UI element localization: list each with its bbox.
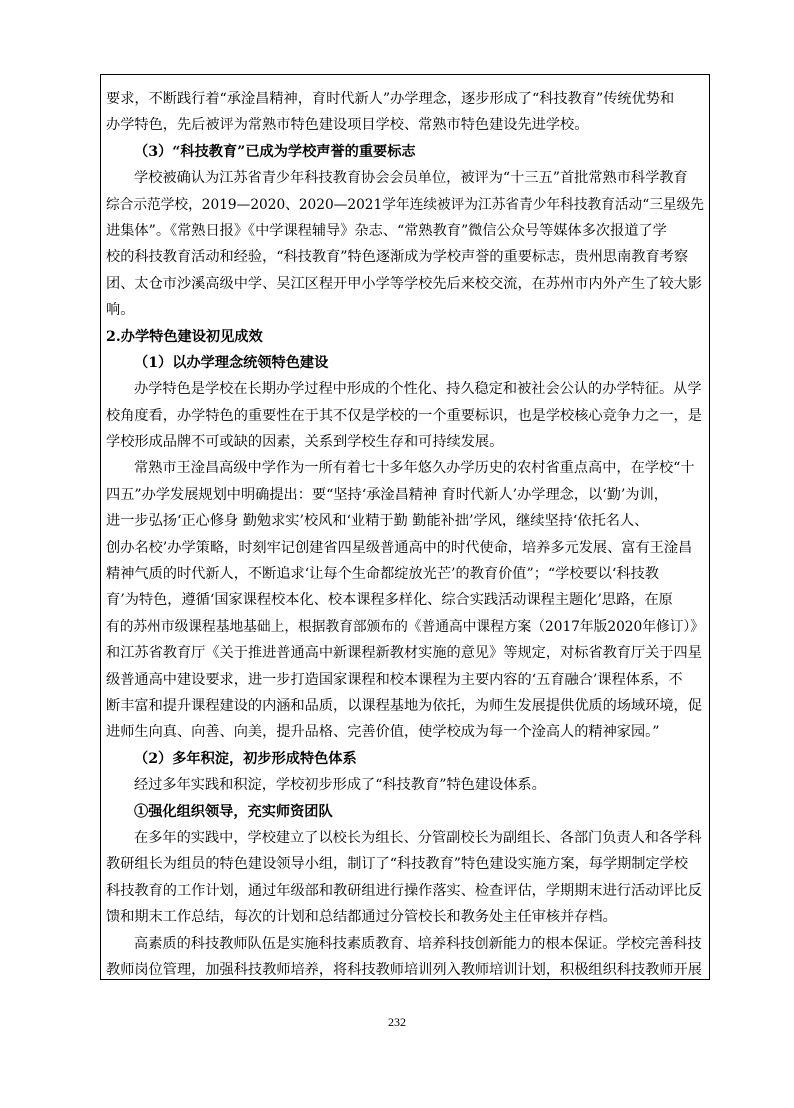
- document-frame: [100, 74, 710, 980]
- section-heading: （3）“科技教育”已成为学校声誉的重要标志: [134, 143, 416, 160]
- text-line: 进一步弘扬‘正心修身 勤勉求实’校风和‘业精于勤 勤能补拙’学风，继续坚持‘依托名人、: [106, 513, 649, 530]
- subsection-heading: ①强化组织领导，充实师资团队: [134, 803, 333, 820]
- text-line: 精神气质的时代新人，不断追求‘让每个生命都绽放光芒’的教育价值”；“学校要以‘科技教: [106, 566, 659, 583]
- section-heading: （2）多年积淀，初步形成特色体系: [134, 750, 357, 767]
- text-line: 进集体”。《常熟日报》《中学课程辅导》杂志、“常熟教育”微信公众号等媒体多次报道了学: [106, 222, 667, 239]
- paragraph-first-line: 常熟市王淦昌高级中学作为一所有着七十多年悠久办学历史的农村省重点高中，在学校“十: [134, 460, 695, 477]
- text-line: 进师生向真、向善、向美，提升品格、完善价值，使学校成为每一个淦高人的精神家园。”: [106, 724, 660, 741]
- page-number: 232: [388, 1015, 406, 1029]
- text-line: 综合示范学校，2019—2020、2020—2021学年连续被评为江苏省青少年科技教育活动“三星级先: [106, 196, 704, 213]
- text-line: 有的苏州市级课程基地基础上，根据教育部颁布的《普通高中课程方案（2017年版2020年修订）》: [106, 618, 704, 635]
- paragraph-first-line: 学校被确认为江苏省青少年科技教育协会会员单位，被评为“十三五”首批常熟市科学教育: [134, 170, 688, 187]
- text-line: 学校形成品牌不可或缺的因素，关系到学校生存和可持续发展。: [106, 434, 504, 451]
- text-line: 育’为特色，遵循‘国家课程校本化、校本课程多样化、综合实践活动课程主题化’思路，在原: [106, 592, 673, 609]
- text-line: 馈和期末工作总结，每次的计划和总结都通过分管校长和教务处主任审核并存档。: [106, 909, 617, 926]
- text-line: 断丰富和提升课程建设的内涵和品质，以课程基地为依托，为师生发展提供优质的场域环境，促: [106, 697, 702, 714]
- text-line: 科技教育的工作计划，通过年级部和教研组进行操作落实、检查评估，学期期末进行活动评比反: [106, 882, 702, 899]
- text-line: 级普通高中建设要求，进一步打造国家课程和校本课程为主要内容的‘五育融合’课程体系，不: [106, 671, 683, 688]
- text-line: 校的科技教育活动和经验，“科技教育”特色逐渐成为学校声誉的重要标志，贵州思南教育考察: [106, 249, 689, 266]
- paragraph-first-line: 办学特色是学校在长期办学过程中形成的个性化、持久稳定和被社会公认的办学特征。从学: [134, 381, 702, 398]
- text-line: 响。: [106, 302, 135, 319]
- paragraph-first-line: 高素质的科技教师队伍是实施科技素质教育、培养科技创新能力的根本保证。学校完善科技: [134, 935, 702, 952]
- document-body: [106, 86, 704, 980]
- text-line: 办学特色，先后被评为常熟市特色建设项目学校、常熟市特色建设先进学校。: [106, 117, 589, 134]
- paragraph-first-line: 在多年的实践中，学校建立了以校长为组长、分管副校长为副组长、各部门负责人和各学科: [134, 829, 702, 846]
- text-line: 教师岗位管理，加强科技教师培养，将科技教师培训列入教师培训计划，积极组织科技教师开展: [106, 961, 702, 978]
- text-line: 创办名校’办学策略，时刻牢记创建省四星级普通高中的时代使命，培养多元发展、富有王淦昌: [106, 539, 693, 556]
- section-heading: （1）以办学理念统领特色建设: [134, 354, 329, 371]
- paragraph-first-line: 经过多年实践和积淀，学校初步形成了“科技教育”特色建设体系。: [134, 777, 546, 794]
- text-line: 教研组长为组员的特色建设领导小组，制订了“科技教育”特色建设实施方案，每学期制定学校: [106, 856, 689, 873]
- text-line: 四五”办学发展规划中明确提出：要“坚持‘承淦昌精神 育时代新人’办学理念，以‘勤’为训，: [106, 486, 668, 503]
- text-line: 和江苏省教育厅《关于推进普通高中新课程新教材实施的意见》等规定，对标省教育厅关于四星: [106, 645, 702, 662]
- text-line: 团、太仓市沙溪高级中学、吴江区程开甲小学等学校先后来校交流，在苏州市内外产生了较大影: [106, 275, 702, 292]
- chapter-heading: 2.办学特色建设初见成效: [106, 328, 263, 345]
- text-line: 要求，不断践行着“承淦昌精神，育时代新人”办学理念，逐步形成了“科技教育”传统优势和: [106, 91, 675, 107]
- text-line: 校角度看，办学特色的重要性在于其不仅是学校的一个重要标识，也是学校核心竞争力之一，是: [106, 407, 702, 424]
